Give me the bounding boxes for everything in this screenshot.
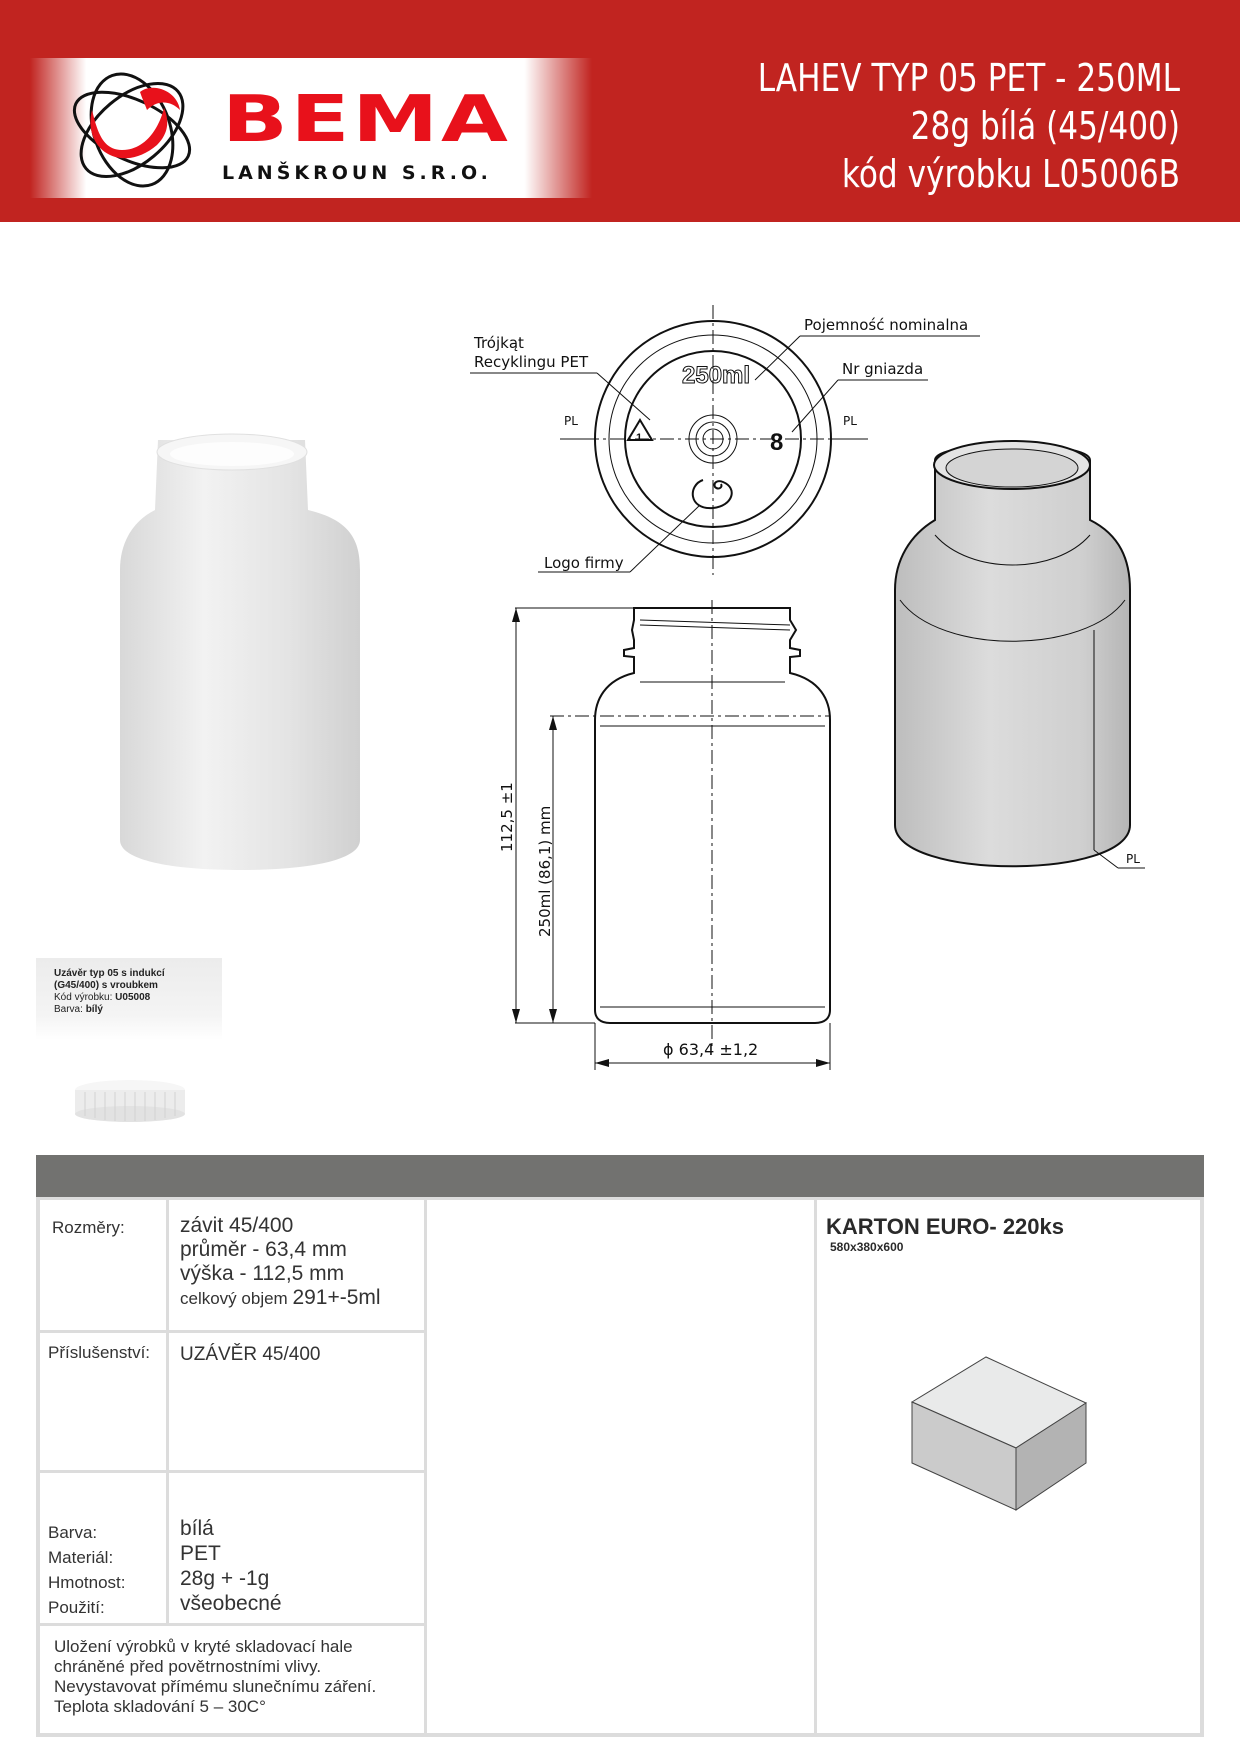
dimensions-values	[180, 1214, 381, 1311]
storage-note	[54, 1637, 376, 1717]
cap-code-label: Kód výrobku:	[54, 992, 116, 1003]
accessories-label: Příslušenství:	[48, 1343, 151, 1362]
cap-title-2: (G45/400) s vroubkem	[54, 980, 158, 991]
weight-value: 28g + -1g	[180, 1567, 270, 1590]
color-value: bílá	[180, 1517, 214, 1540]
brand-subtitle: LANŠKROUN S.R.O.	[222, 162, 492, 184]
callout-recycle-line2: Recyklingu PET	[474, 353, 589, 371]
storage-line-3: Nevystavovat přímému slunečnímu záření.	[54, 1677, 377, 1696]
iso-parting-line: PL	[1126, 852, 1140, 866]
col-divider-2	[424, 1200, 427, 1736]
recycle-code: 1	[636, 432, 643, 444]
dimensions-label: Rozměry:	[52, 1218, 125, 1237]
bottle-iso-drawing	[880, 440, 1160, 900]
section-divider-bar	[36, 1155, 1204, 1197]
thread-value: závit 45/400	[180, 1214, 294, 1237]
volume-value: 291+-5ml	[292, 1286, 381, 1309]
cap-code-value: U05008	[115, 992, 151, 1003]
callout-company-logo: Logo firmy	[544, 554, 624, 572]
carton-box-icon	[908, 1355, 1094, 1515]
parting-line-left: PL	[564, 414, 578, 428]
parting-line-right: PL	[843, 414, 857, 428]
storage-line-1: Uložení výrobků v kryté skladovací hale	[54, 1637, 353, 1656]
callout-recycle-line1: Trójkąt	[474, 334, 524, 352]
material-value: PET	[180, 1542, 221, 1565]
spec-table	[36, 1197, 1204, 1737]
cap-photo	[70, 1078, 190, 1128]
diameter-value: průměr - 63,4 mm	[180, 1238, 347, 1261]
bottle-photo-white	[110, 430, 410, 870]
cap-color-label: Barva:	[54, 1004, 86, 1015]
cavity-number: 8	[770, 429, 784, 456]
title-line-2: 28g bílá (45/400)	[910, 104, 1180, 148]
storage-line-4: Teplota skladování 5 – 30C°	[54, 1697, 266, 1716]
diameter-dimension: ϕ 63,4 ±1,2	[663, 1040, 759, 1059]
packaging-title: KARTON EURO- 220ks	[826, 1214, 1064, 1239]
col-divider-1	[166, 1200, 169, 1623]
brand-name: BEMA	[222, 83, 511, 157]
properties-values	[180, 1516, 282, 1616]
height-value: výška - 112,5 mm	[180, 1262, 345, 1285]
row-divider-1	[40, 1330, 427, 1333]
cap-title-1: Uzávěr typ 05 s indukcí	[54, 968, 165, 979]
embossed-capacity: 250ml	[682, 362, 751, 389]
properties-labels	[48, 1520, 125, 1620]
accessories-value: UZÁVĚR 45/400	[180, 1344, 321, 1365]
col-divider-3	[814, 1200, 817, 1736]
color-label: Barva:	[48, 1523, 98, 1542]
cap-accessory-card	[36, 958, 222, 1040]
cap-color-value: bílý	[85, 1004, 103, 1015]
weight-label: Hmotnost:	[48, 1573, 126, 1592]
usage-label: Použití:	[48, 1598, 105, 1617]
fill-height-dimension: 250ml (86,1) mm	[536, 805, 554, 937]
row-divider-3	[40, 1623, 427, 1626]
usage-value: všeobecné	[180, 1592, 282, 1615]
title-line-1: LAHEV TYP 05 PET - 250ML	[757, 56, 1180, 100]
title-line-3: kód výrobku L05006B	[841, 152, 1180, 196]
material-label: Materiál:	[48, 1548, 114, 1567]
callout-cavity-number: Nr gniazda	[842, 360, 924, 378]
height-dimension: 112,5 ±1	[498, 782, 516, 852]
volume-label: celkový objem	[180, 1289, 293, 1308]
row-divider-2	[40, 1470, 427, 1473]
packaging-dimensions: 580x380x600	[830, 1240, 904, 1254]
storage-line-2: chráněné před povětrnostními vlivy.	[54, 1657, 322, 1676]
callout-nominal-capacity: Pojemność nominalna	[804, 316, 969, 334]
